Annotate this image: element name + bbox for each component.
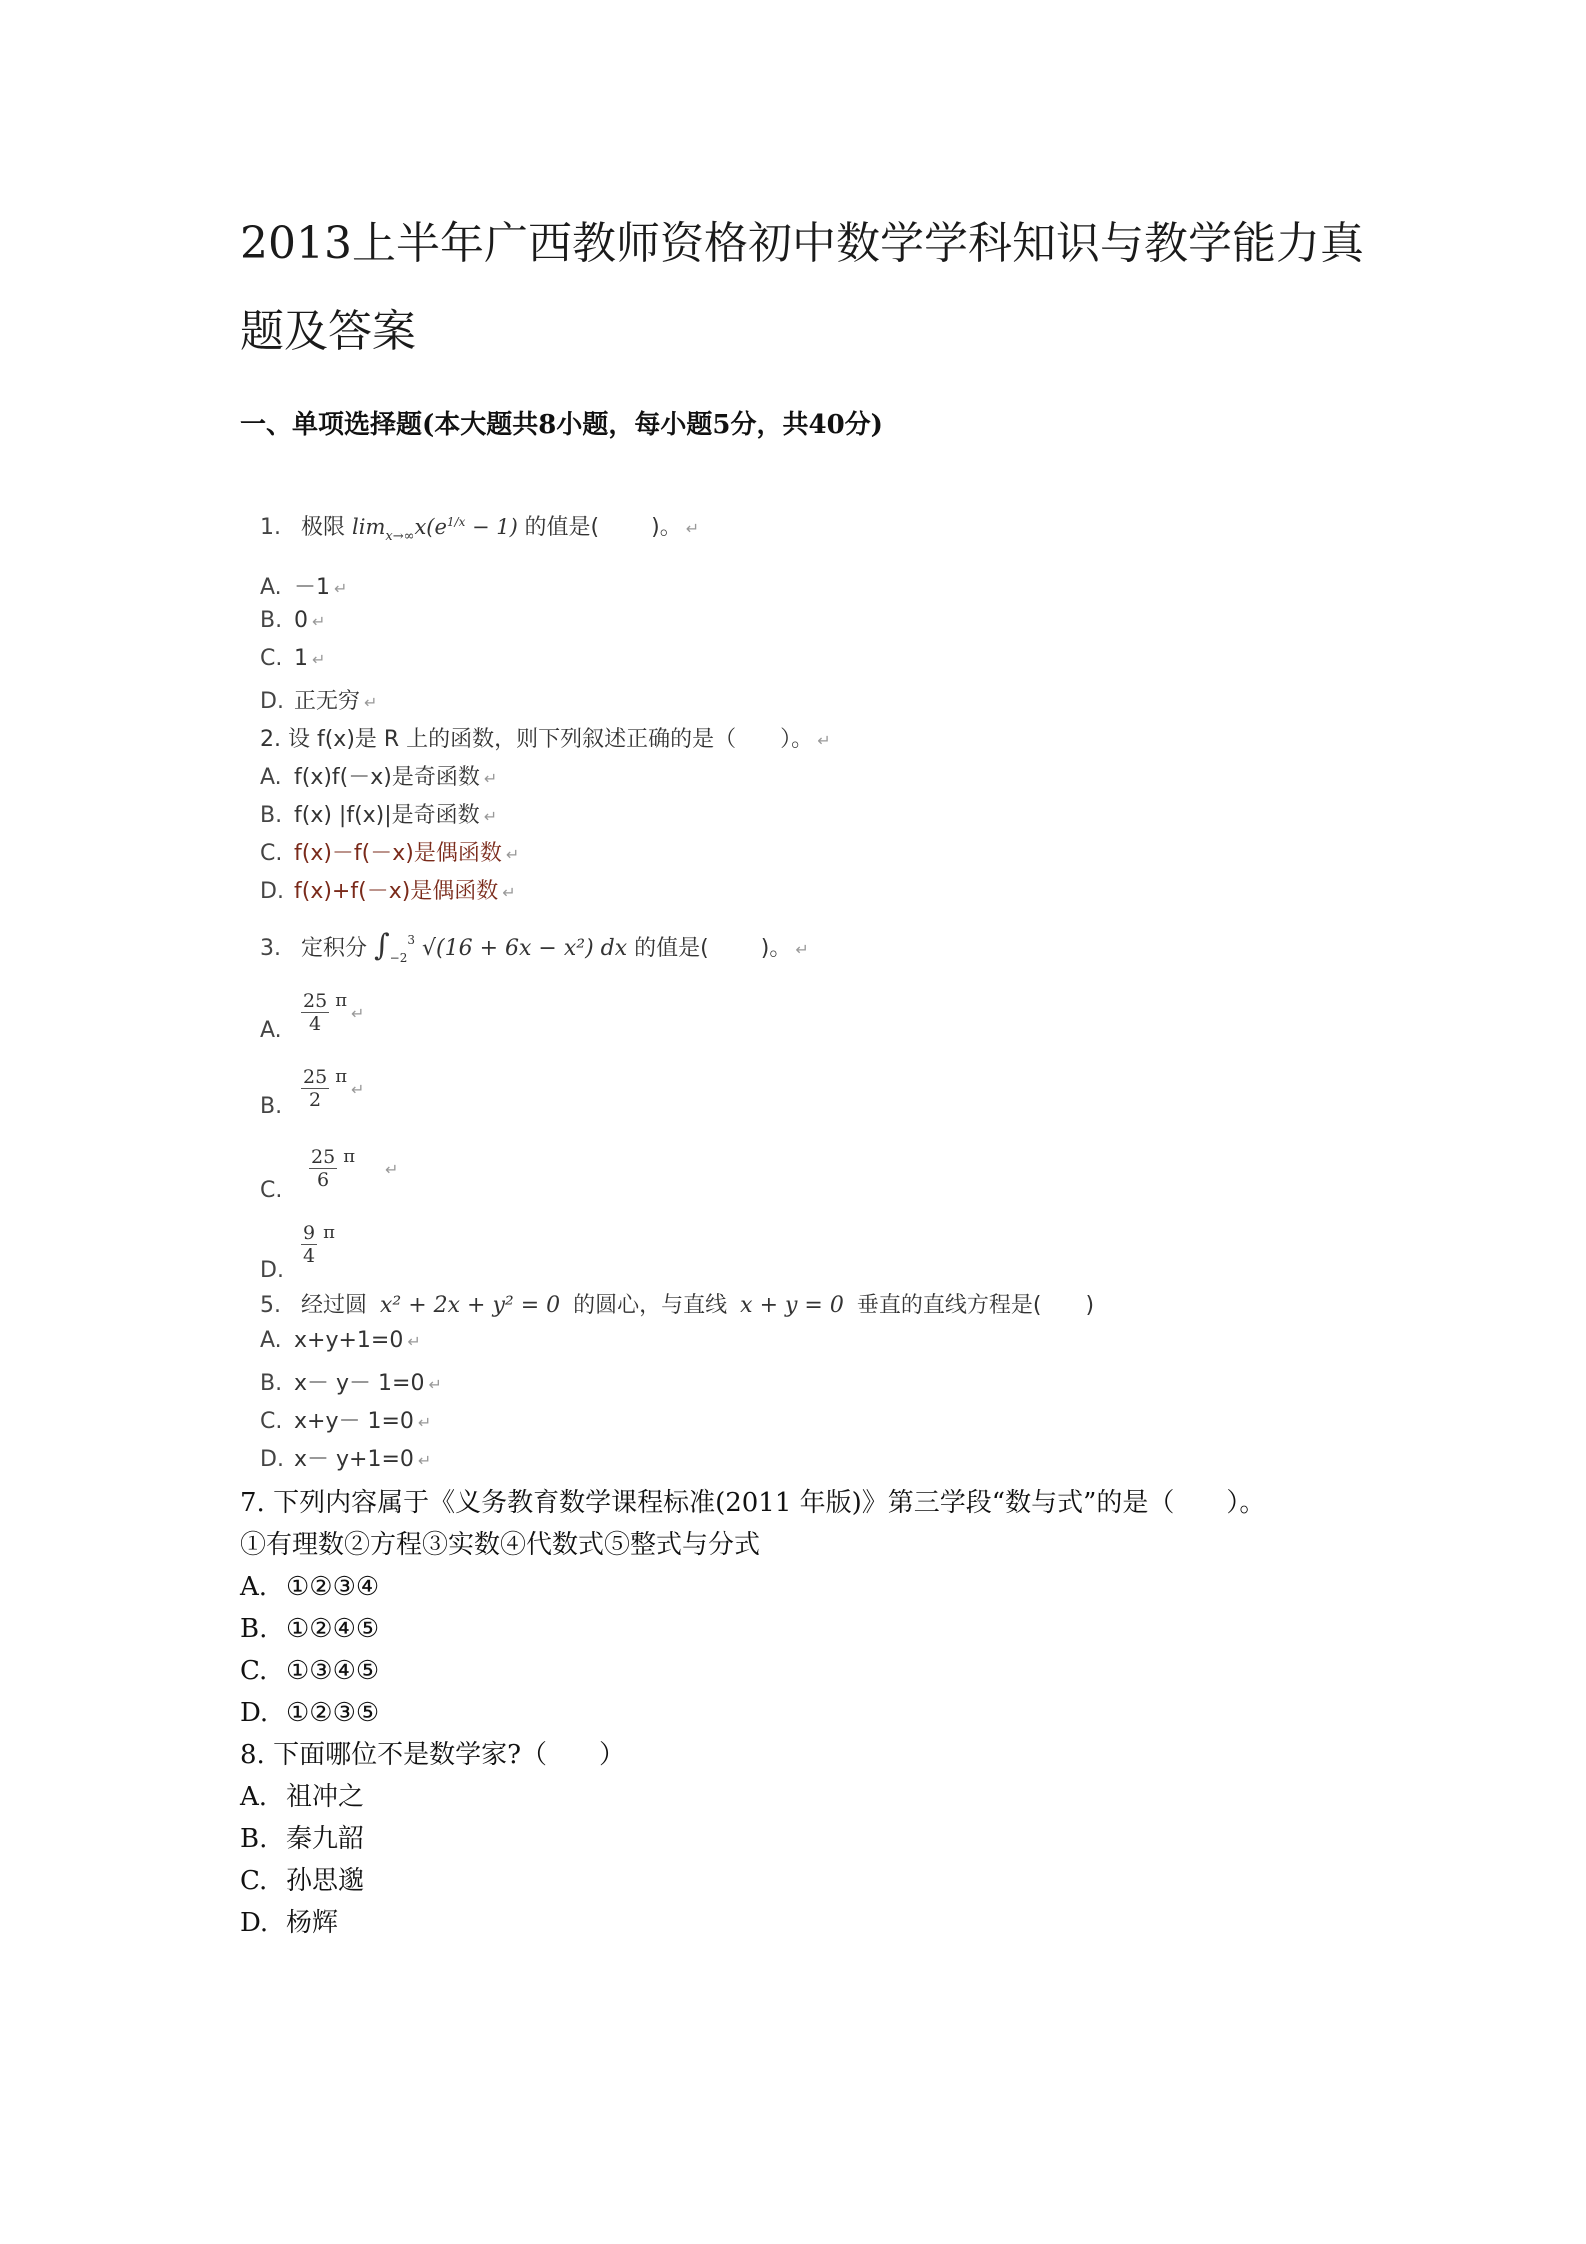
limit-expression: $\lim_{x\to\infty}x(e^{1/x} - 1)$ (352, 515, 525, 544)
option-label: A. (240, 1572, 268, 1602)
q5-option-a (260, 1328, 421, 1353)
question-3 (260, 928, 809, 965)
q8-option-b (240, 1818, 1390, 1860)
question-number: 1. (260, 515, 281, 540)
option-text: 1 (294, 646, 308, 671)
return-mark: ↵ (483, 769, 498, 788)
option-label: C. (260, 1409, 283, 1434)
option-text: ①②④⑤ (286, 1614, 380, 1644)
option-label: A. (260, 1017, 282, 1043)
question-text: )。 (760, 936, 792, 961)
question-text: 2. 设 f(x)是 R 上的函数，则下列叙述正确的是（ ）。 (260, 727, 814, 752)
title-line-1: 2013上半年广西教师资格初中数学学科知识与教学能力真 (240, 218, 1364, 269)
title-line-2: 题及答案 (240, 306, 416, 357)
integral-sign: $\int_{-2}^3$ (374, 928, 415, 965)
numerator: 25 (303, 990, 328, 1012)
q3-option-d (260, 1222, 335, 1283)
line-equation: x + y = 0 (740, 1293, 844, 1318)
option-text: 杨辉 (286, 1908, 339, 1938)
option-label: C. (260, 646, 283, 671)
option-text: x－ y－ 1=0 (294, 1371, 425, 1396)
option-label: B. (260, 1371, 283, 1396)
option-label: D. (260, 1447, 284, 1472)
numerator: 9 (303, 1222, 316, 1244)
numerator: 25 (311, 1146, 336, 1168)
return-mark: ↵ (417, 1413, 432, 1432)
integrand: √(16 + 6x − x²) dx (422, 936, 628, 961)
q5-option-c (260, 1404, 431, 1435)
pi-symbol: π (343, 1146, 356, 1167)
return-mark: ↵ (817, 731, 831, 750)
option-label: B. (260, 803, 283, 828)
pi-symbol: π (335, 990, 348, 1011)
option-label: D. (260, 689, 284, 714)
denominator: 4 (303, 1245, 316, 1267)
document-title (240, 200, 1390, 376)
option-text: 孙思邈 (286, 1866, 365, 1896)
return-mark: ↵ (502, 883, 516, 902)
return-mark: ↵ (364, 693, 378, 712)
denominator: 2 (309, 1089, 322, 1111)
option-label: C. (240, 1656, 268, 1686)
fraction (301, 1222, 317, 1267)
option-label: A. (240, 1782, 268, 1812)
option-text: 正无穷 (294, 689, 361, 714)
section-heading: 一、单项选择题(本大题共8小题，每小题5分，共40分) (240, 410, 883, 440)
q8-option-c (240, 1860, 1390, 1902)
q2-option-a (260, 760, 497, 791)
q5-option-b (260, 1366, 442, 1397)
option-text: f(x)－f(－x)是偶函数 (294, 841, 502, 866)
option-label: B. (240, 1614, 268, 1644)
pi-symbol: π (335, 1066, 348, 1087)
question-text: 垂直的直线方程是( ) (856, 1293, 1095, 1318)
option-text: x+y+1=0 (294, 1328, 404, 1353)
question-number: 3. (260, 936, 281, 961)
question-7: 7. 下列内容属于《义务教育数学课程标准(2011 年版)》第三学段“数与式”的是（ ）。 (240, 1488, 1266, 1518)
question-5 (260, 1288, 1094, 1319)
fraction (309, 1146, 337, 1191)
question-1 (260, 510, 699, 544)
q2-option-d (260, 874, 516, 905)
q7-option-c (240, 1650, 1390, 1692)
option-label: D. (260, 879, 284, 904)
return-mark: ↵ (385, 1159, 399, 1179)
fraction (301, 1066, 329, 1111)
q3-option-c (260, 1146, 398, 1203)
return-mark: ↵ (417, 1451, 432, 1470)
option-text: 祖冲之 (286, 1782, 365, 1812)
q3-option-a (260, 990, 364, 1043)
return-mark: ↵ (351, 1079, 365, 1099)
option-text: x+y－ 1=0 (294, 1409, 414, 1434)
return-mark: ↵ (312, 650, 326, 669)
return-mark: ↵ (407, 1332, 421, 1351)
q8-option-d (240, 1902, 1390, 1944)
option-text: ①②③⑤ (286, 1698, 380, 1728)
option-text: ①②③④ (286, 1572, 380, 1602)
option-label: C. (260, 841, 283, 866)
return-mark: ↵ (312, 612, 326, 631)
option-label: D. (240, 1698, 269, 1728)
q1-option-b (260, 608, 325, 633)
question-7-items: ①有理数②方程③实数④代数式⑤整式与分式 (240, 1530, 761, 1560)
option-label: C. (260, 1177, 283, 1203)
q1-option-a (260, 570, 347, 601)
denominator: 4 (309, 1013, 322, 1035)
q5-option-d (260, 1442, 431, 1473)
question-text: 的值是( (524, 515, 600, 540)
question-2 (260, 722, 831, 753)
option-label: D. (240, 1908, 269, 1938)
question-text: 的圆心，与直线 (573, 1293, 728, 1318)
return-mark: ↵ (685, 519, 700, 538)
option-text: f(x) |f(x)|是奇函数 (294, 803, 480, 828)
option-text: x－ y+1=0 (294, 1447, 414, 1472)
numerator: 25 (303, 1066, 328, 1088)
return-mark: ↵ (334, 579, 348, 598)
option-text: －1 (294, 575, 330, 600)
option-label: B. (260, 1093, 283, 1119)
q2-option-c (260, 836, 519, 867)
return-mark: ↵ (505, 845, 520, 864)
q8-option-a (240, 1776, 1390, 1818)
q2-option-b (260, 798, 497, 829)
option-text: f(x)+f(－x)是偶函数 (294, 879, 499, 904)
option-text: f(x)f(－x)是奇函数 (294, 765, 480, 790)
option-text: 0 (294, 608, 308, 633)
question-8: 8. 下面哪位不是数学家?（ ） (240, 1740, 626, 1770)
question-number: 5. (260, 1293, 281, 1318)
pi-symbol: π (323, 1222, 335, 1243)
return-mark: ↵ (795, 940, 809, 959)
option-label: B. (240, 1824, 268, 1854)
questions-7-8 (240, 1482, 1390, 1944)
q7-option-b (240, 1608, 1390, 1650)
q1-option-d (260, 684, 377, 715)
option-label: C. (240, 1866, 268, 1896)
fraction (301, 990, 329, 1035)
option-label: D. (260, 1257, 284, 1283)
q1-option-c (260, 646, 325, 671)
option-label: A. (260, 1328, 282, 1353)
question-text: 定积分 (301, 936, 368, 961)
return-mark: ↵ (483, 807, 498, 826)
option-label: A. (260, 765, 282, 790)
denominator: 6 (317, 1169, 330, 1191)
question-text: 经过圆 (301, 1293, 368, 1318)
option-label: A. (260, 575, 282, 600)
question-text: 的值是( (634, 936, 709, 961)
circle-equation: x² + 2x + y² = 0 (380, 1293, 561, 1318)
q3-option-b (260, 1066, 364, 1119)
q7-option-a (240, 1566, 1390, 1608)
question-text: )。 (651, 515, 682, 540)
return-mark: ↵ (351, 1003, 365, 1023)
option-label: B. (260, 608, 283, 633)
question-text: 极限 (301, 515, 346, 540)
q7-option-d (240, 1692, 1390, 1734)
return-mark: ↵ (428, 1375, 442, 1394)
option-text: ①③④⑤ (286, 1656, 380, 1686)
option-text: 秦九韶 (286, 1824, 365, 1854)
